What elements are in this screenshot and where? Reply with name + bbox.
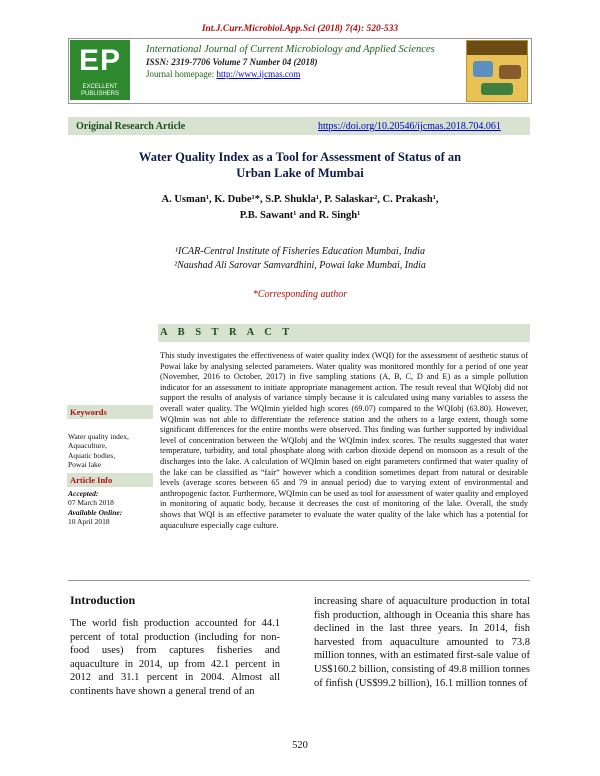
article-title (60, 149, 540, 181)
publisher-logo (70, 40, 130, 100)
article-info-heading: Article Info (67, 473, 153, 487)
keywords-list (68, 432, 154, 469)
introduction-heading: Introduction (70, 593, 136, 607)
keyword-item: Water quality index, (68, 432, 129, 441)
doi-link[interactable]: https://doi.org/10.20546/ijcmas.2018.704.061 (318, 121, 501, 132)
issn-line: ISSN: 2319-7706 Volume 7 Number 04 (2018) (146, 57, 318, 67)
cover-band (467, 41, 527, 55)
journal-homepage (146, 69, 300, 79)
accepted-label: Accepted: (68, 489, 99, 498)
keyword-item: Aquatic bodies, (68, 450, 116, 460)
keyword-item: Aquaculture, (68, 441, 107, 451)
affiliation-2: ²Naushad Ali Sarovar Samvardhini, Powai lake Mumbai, India (174, 260, 426, 271)
corresponding-author: *Corresponding author (252, 289, 348, 300)
logo-caption: EXCELLENT PUBLISHERS (80, 84, 119, 97)
section-divider (68, 580, 530, 581)
cover-image-2 (499, 65, 521, 79)
cover-image-3 (481, 83, 513, 95)
authors-line-1: A. Usman¹, K. Dube¹*, S.P. Shukla¹, P. Salaskar², C. Prakash¹, (161, 194, 439, 205)
running-head: Int.J.Curr.Microbiol.App.Sci (2018) 7(4): 520-533 (201, 24, 399, 34)
intro-column-right (314, 595, 530, 690)
logo-letters: EP (78, 44, 122, 77)
abstract-heading: A B S T R A C T (160, 327, 294, 338)
journal-name: International Journal of Current Microbiology and Applied Sciences (146, 44, 435, 55)
keyword-item: Powai lake (68, 459, 102, 469)
homepage-label: Journal homepage: (146, 69, 217, 79)
intro-column-left (70, 617, 280, 699)
journal-cover-thumbnail (466, 40, 528, 102)
title-line-1: Water Quality Index as a Tool for Assessment of Status of an (138, 150, 462, 164)
keywords-heading: Keywords (67, 405, 153, 419)
affiliation-1: ¹ICAR-Central Institute of Fisheries Education Mumbai, India (175, 246, 425, 257)
abstract-text: This study investigates the effectiveness of water quality index (WQI) for the assessment of aesthetic status of Powai lake by analysing selected parameters. Water quality was monitored monthly for a period of one year (November, 2016 to October, 2017) in five sampling stations (A, B, C, D and E) as a simple pollution indicator for an assessment to initiate appropriate management action. The result reveal that WQIobj did not support the results of analysis of variance simply because it is calculated using many variables to assess the overall water quality. The WQImin yielded high scores (69.07) compared to the WQIobj (63.80). However, WQImin was not able to differentiate the reference station and the others to a large extent, though some significant differences for the entire months were observed. This finding was further supported by individual level of concentration between the WQIobj and the WQImin index scores. The results suggested that water temperature, turbidity, and total phosphate along with carbon dioxide depend on monsoon as a result of the discharges into the lake. A calculation of WQImin based on eight parameters confirmed that water quality of the lake can be classified as “fair” however which a condition sometimes depart from natural or desirable levels (average scores between 65 and 79 in annual period) due to varying extent of environmental and anthropogenic factor. Furthermore, WQImin can be used as tool for assessment of water quality and employed in monitoring of aquatic body, because it decreases the cost of monitoring of the lake. Overall, the study shows that WQI is an effective parameter to evaluate the water quality of the lake which has a potential for aquaculture especially cage culture. (160, 351, 528, 530)
authors-line-2: P.B. Sawant¹ and R. Singh¹ (239, 210, 361, 221)
article-type: Original Research Article (76, 121, 186, 132)
title-line-2: Urban Lake of Mumbai (236, 166, 364, 180)
available-online-date: 10 April 2018 (68, 516, 110, 526)
cover-image-1 (473, 61, 493, 77)
article-info (68, 489, 154, 526)
intro-paragraph-left: The world fish production accounted for 44.1 percent of total production (including for non-food uses) from captures fisheries and aquaculture in 2014, up from 42.1 percent in 2012 and 31.1 percent in 2004. Almost all continents have shown a general trend of an (70, 618, 280, 697)
available-online-label: Available Online: (68, 507, 123, 517)
page-number: 520 (292, 740, 308, 751)
accepted-date: 07 March 2018 (68, 498, 114, 508)
intro-paragraph-right: increasing share of aquaculture production in total fish production, although in Oceania this share has declined in the last three years. In 2014, fish harvested from aquaculture amounted to 73.8 million tonnes, with an estimated first-sale value of US$160.2 billion, consisting of 49.8 million tonnes of finfish (US$99.2 billion), 16.1 million tonnes of (314, 596, 530, 689)
author-list (60, 192, 540, 224)
homepage-link[interactable]: http://www.ijcmas.com (216, 69, 301, 79)
